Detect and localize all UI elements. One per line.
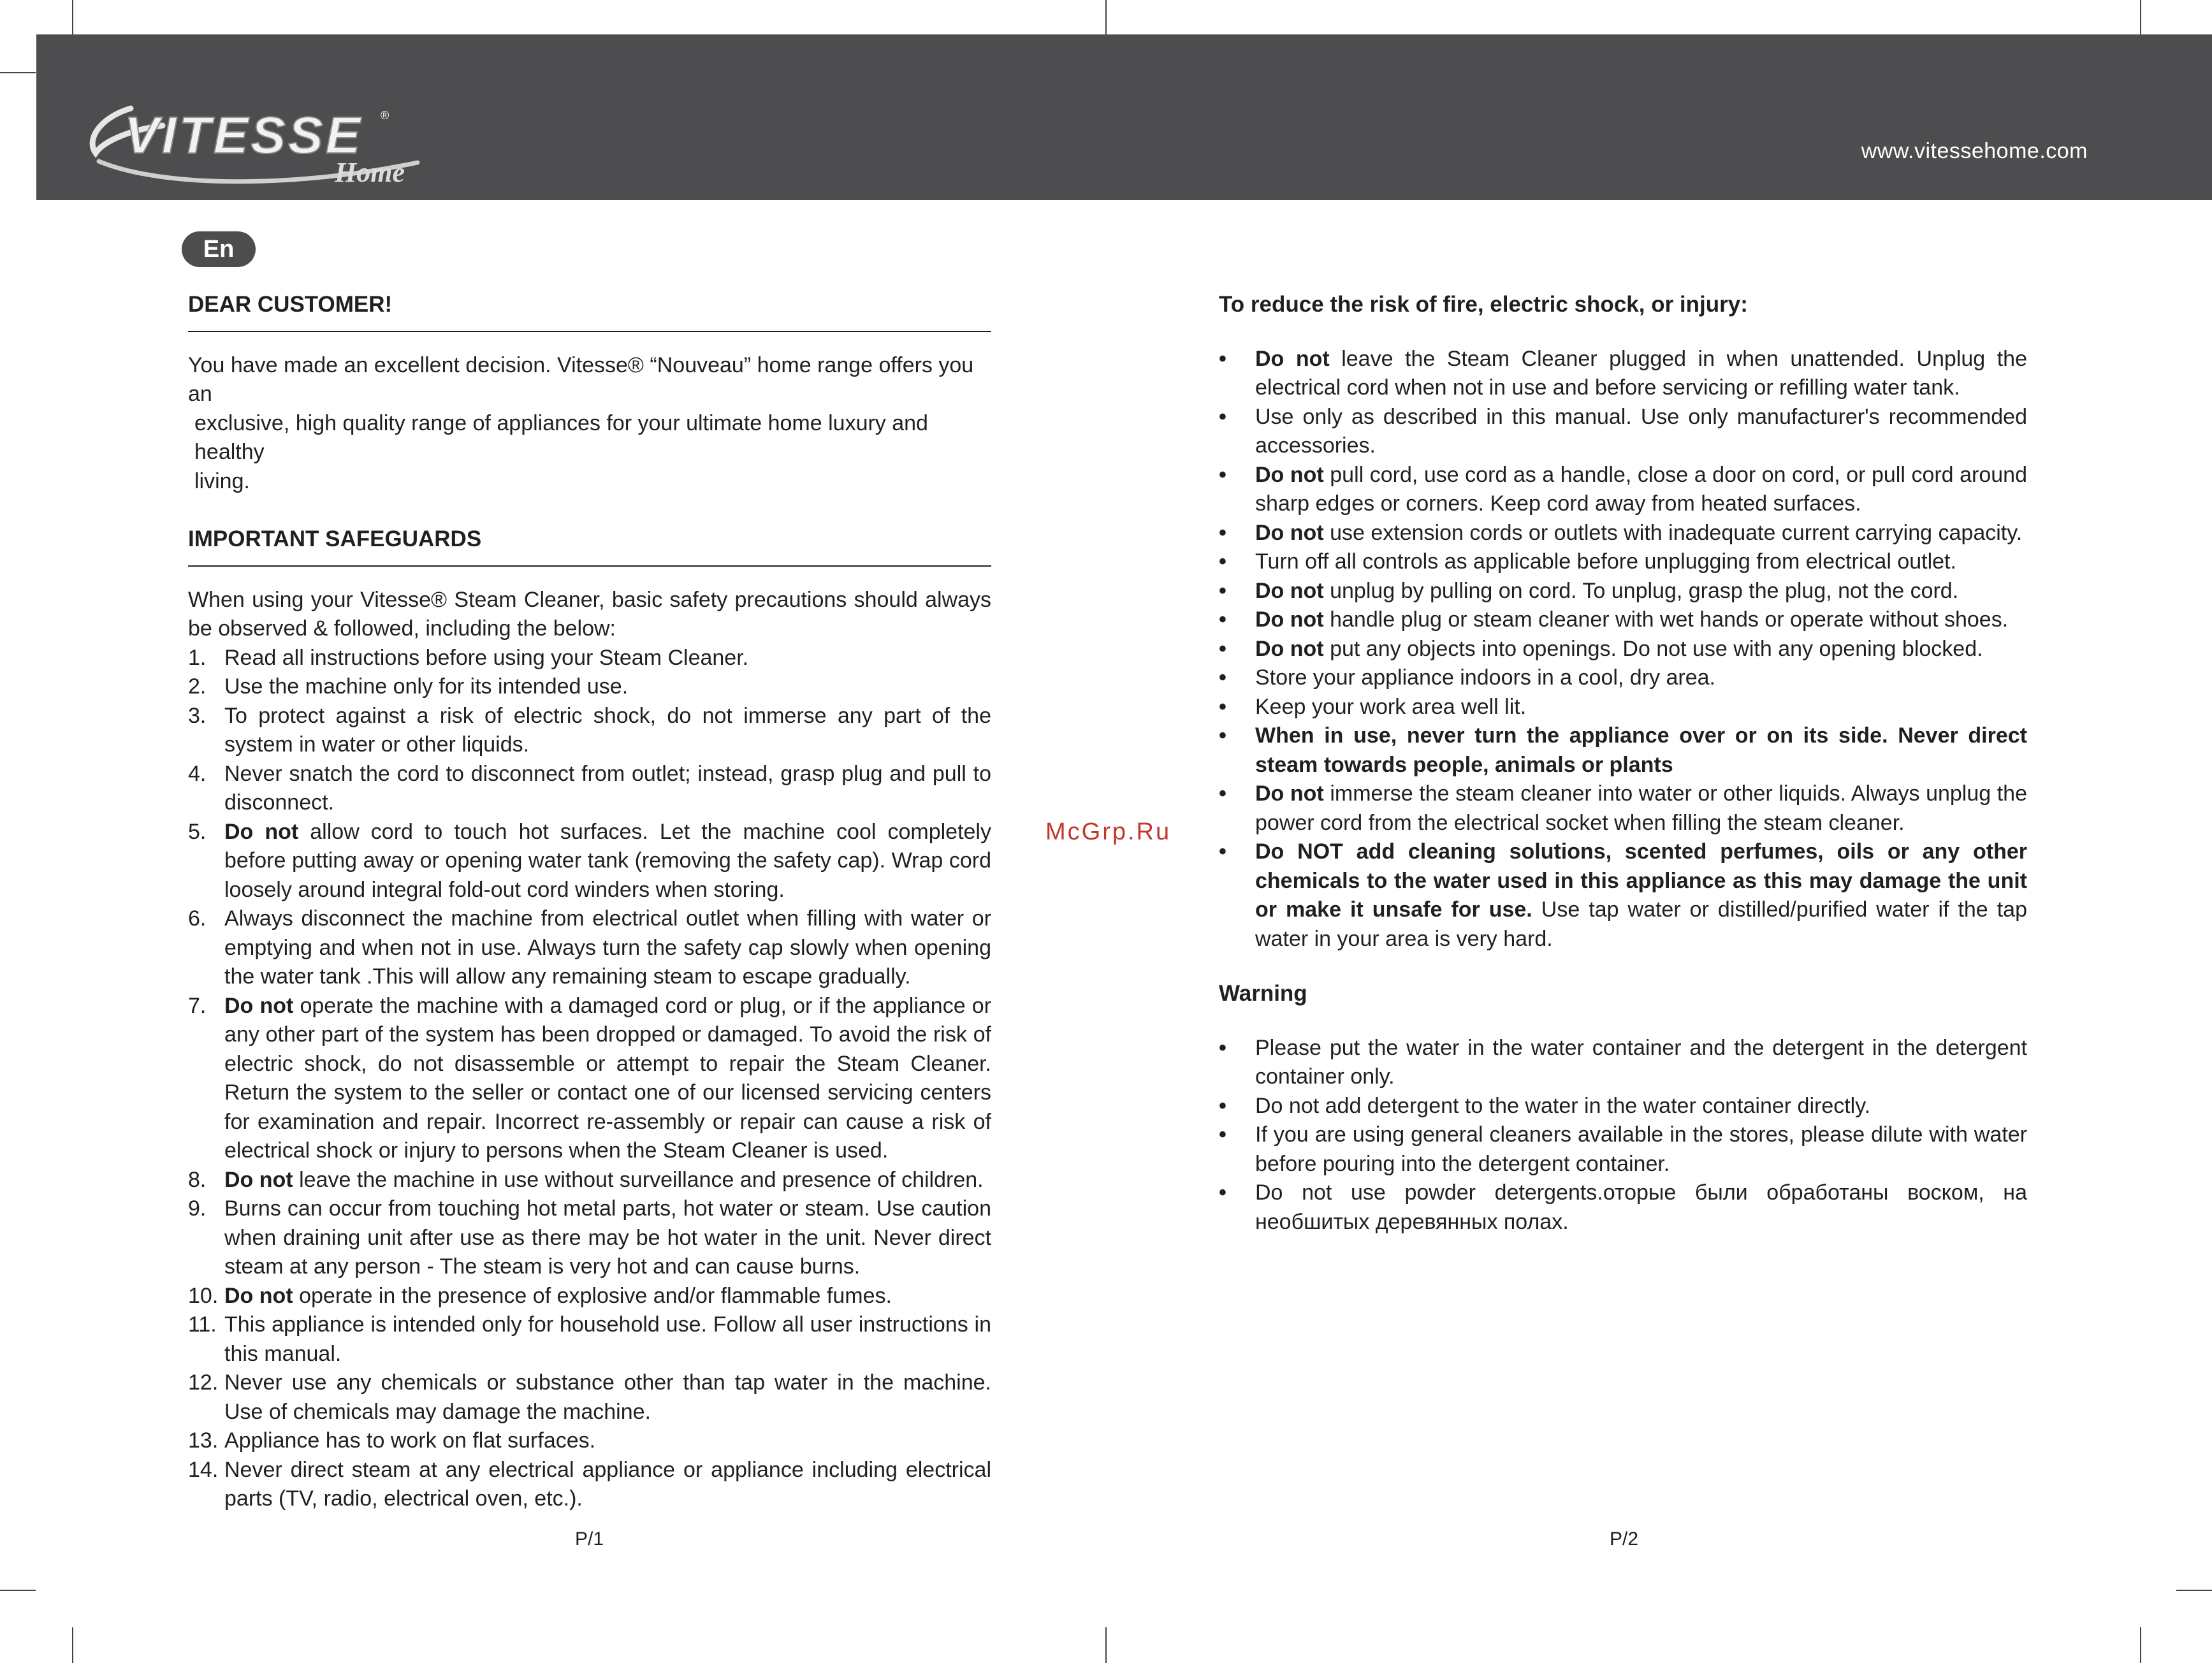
list-item: 2. Use the machine only for its intended use.: [188, 674, 629, 699]
safeguards-title: IMPORTANT SAFEGUARDS: [188, 526, 482, 551]
list-item: 3. To protect against a risk of electric shock, do not immerse any part of the system in water or other liquids.: [188, 703, 991, 757]
bullet-icon: •: [1219, 694, 1226, 719]
list-item: • Store your appliance indoors in a cool, dry area.: [1219, 664, 2027, 693]
bullet-icon: •: [1219, 723, 1226, 748]
list-item: 13. Appliance has to work on flat surfaces.: [188, 1428, 596, 1453]
crop-mark: [0, 72, 36, 73]
list-item: • Do not add detergent to the water in the water container directly.: [1219, 1092, 2027, 1121]
warning-bullet-list: [1219, 1034, 2027, 1237]
bullet-icon: •: [1219, 607, 1226, 632]
list-item: • Do not immerse the steam cleaner into water or other liquids. Always unplug the power cord from the electrical socket when filling the steam cleaner.: [1219, 780, 2027, 838]
intro-line: living.: [194, 468, 250, 493]
list-item: 10. Do not operate in the presence of explosive and/or flammable fumes.: [188, 1283, 892, 1308]
list-item: • Do not leave the Steam Cleaner plugged in when unattended. Unplug the electrical cord when not in use and before servicing or refilling water tank.: [1219, 345, 2027, 403]
crop-mark: [2140, 1627, 2141, 1663]
list-item: • Do not pull cord, use cord as a handle, close a door on cord, or pull cord around sharp edges or corners. Keep cord away from heated surfaces.: [1219, 461, 2027, 519]
crop-mark: [1105, 1627, 1107, 1663]
list-item: 4. Never snatch the cord to disconnect from outlet; instead, grasp plug and pull to disconnect.: [188, 761, 991, 815]
crop-mark: [2140, 0, 2141, 36]
intro-line: exclusive, high quality range of appliances for your ultimate home luxury and healthy: [194, 410, 928, 464]
crop-mark: [0, 1590, 36, 1591]
list-item: • Keep your work area well lit.: [1219, 693, 2027, 722]
list-item: 12. Never use any chemicals or substance other than tap water in the machine. Use of chemicals may damage the machine.: [188, 1370, 991, 1424]
intro-paragraph: [188, 351, 991, 497]
logo-registered-mark: ®: [381, 109, 389, 122]
bullet-icon: •: [1219, 346, 1226, 371]
list-item: 9. Burns can occur from touching hot metal parts, hot water or steam. Use caution when draining unit after use as there may be hot water in the unit. Never direct steam at any person - The steam is very hot and can cause burns.: [188, 1196, 991, 1279]
risk-bullet-list: [1219, 345, 2027, 954]
divider: [188, 565, 991, 567]
risk-title: To reduce the risk of fire, electric shock, or injury:: [1219, 292, 1748, 317]
warning-title: Warning: [1219, 981, 1307, 1006]
watermark-text: McGrp.Ru: [1045, 818, 1172, 845]
language-badge: En: [182, 231, 256, 267]
divider: [188, 331, 991, 332]
list-item: • When in use, never turn the appliance over or on its side. Never direct steam towards people, animals or plants: [1219, 722, 2027, 780]
logo-sub-text: Home: [335, 157, 405, 188]
list-item: 14. Never direct steam at any electrical appliance or appliance including electrical parts (TV, radio, electrical oven, etc.).: [188, 1457, 991, 1511]
page-2-column: [1219, 290, 2027, 1237]
bullet-icon: •: [1219, 520, 1226, 545]
bullet-icon: •: [1219, 1180, 1226, 1205]
bullet-icon: •: [1219, 578, 1226, 603]
bullet-icon: •: [1219, 1122, 1226, 1147]
bullet-icon: •: [1219, 462, 1226, 487]
bullet-icon: •: [1219, 839, 1226, 864]
list-item: 8. Do not leave the machine in use without surveillance and presence of children.: [188, 1167, 984, 1192]
list-item: • Turn off all controls as applicable before unplugging from electrical outlet.: [1219, 548, 2027, 577]
bullet-icon: •: [1219, 781, 1226, 806]
list-item: 11. This appliance is intended only for household use. Follow all user instructions in this manual.: [188, 1312, 991, 1366]
bullet-icon: •: [1219, 1035, 1226, 1060]
list-item: • Do not use extension cords or outlets with inadequate current carrying capacity.: [1219, 519, 2027, 548]
greeting-title: DEAR CUSTOMER!: [188, 292, 393, 317]
list-item: 1. Read all instructions before using your Steam Cleaner.: [188, 645, 749, 670]
list-item: • Do not unplug by pulling on cord. To unplug, grasp the plug, not the cord.: [1219, 577, 2027, 606]
list-item: 7. Do not operate the machine with a damaged cord or plug, or if the appliance or any other part of the system has been dropped or damaged. To avoid the risk of electric shock, do not disassemble or attempt to repair the Steam Cleaner. Return the system to the seller or contact one of our licensed servicing centers for examination and repair. Incorrect re-assembly or repair can cause a risk of electrical shock or injury to persons when the Steam Cleaner is used.: [188, 993, 991, 1163]
list-item: • Do not handle plug or steam cleaner with wet hands or operate without shoes.: [1219, 606, 2027, 635]
website-url: www.vitessehome.com: [1861, 139, 2088, 163]
bullet-icon: •: [1219, 549, 1226, 574]
bullet-icon: •: [1219, 665, 1226, 690]
crop-mark: [1105, 0, 1107, 36]
list-item: 5. Do not allow cord to touch hot surfaces. Let the machine cool completely before putting away or opening water tank (removing the safety cap). Wrap cord loosely around integral fold-out cord winders when storing.: [188, 819, 991, 902]
list-item: • Do NOT add cleaning solutions, scented perfumes, oils or any other chemicals to the water used in this appliance as this may damage the unit or make it unsafe for use. Use tap water or distilled/purified water if the tap water in your area is very hard.: [1219, 838, 2027, 954]
list-item: • If you are using general cleaners available in the stores, please dilute with water before pouring into the detergent container.: [1219, 1121, 2027, 1179]
list-item: • Do not use powder detergents.оторые были обработаны воском, на необшитых деревянных полах.: [1219, 1179, 2027, 1237]
crop-mark: [72, 1627, 73, 1663]
page-1-column: [188, 290, 991, 1514]
bullet-icon: •: [1219, 404, 1226, 429]
list-item: 6. Always disconnect the machine from electrical outlet when filling with water or emptying and when not in use. Always turn the safety cap slowly when opening the water tank .This will allow any remaining steam to escape gradually.: [188, 906, 991, 989]
list-item: • Please put the water in the water container and the detergent in the detergent container only.: [1219, 1034, 2027, 1092]
vitesse-home-logo: [86, 92, 443, 194]
safeguards-intro: When using your Vitesse® Steam Cleaner, basic safety precautions should always be observed & followed, including the below:: [188, 587, 991, 641]
bullet-icon: •: [1219, 636, 1226, 661]
crop-mark: [72, 0, 73, 36]
page-number: P/1: [575, 1529, 604, 1550]
logo-brand-text: VITESSE: [124, 106, 363, 164]
list-item: • Do not put any objects into openings. Do not use with any opening blocked.: [1219, 635, 2027, 664]
crop-mark: [2176, 1590, 2212, 1591]
list-item: • Use only as described in this manual. Use only manufacturer's recommended accessories.: [1219, 403, 2027, 461]
intro-line: You have made an excellent decision. Vitesse® “Nouveau” home range offers you an: [188, 352, 974, 406]
page-number: P/2: [1610, 1529, 1639, 1550]
bullet-icon: •: [1219, 1093, 1226, 1118]
safeguards-list: [188, 644, 991, 1514]
